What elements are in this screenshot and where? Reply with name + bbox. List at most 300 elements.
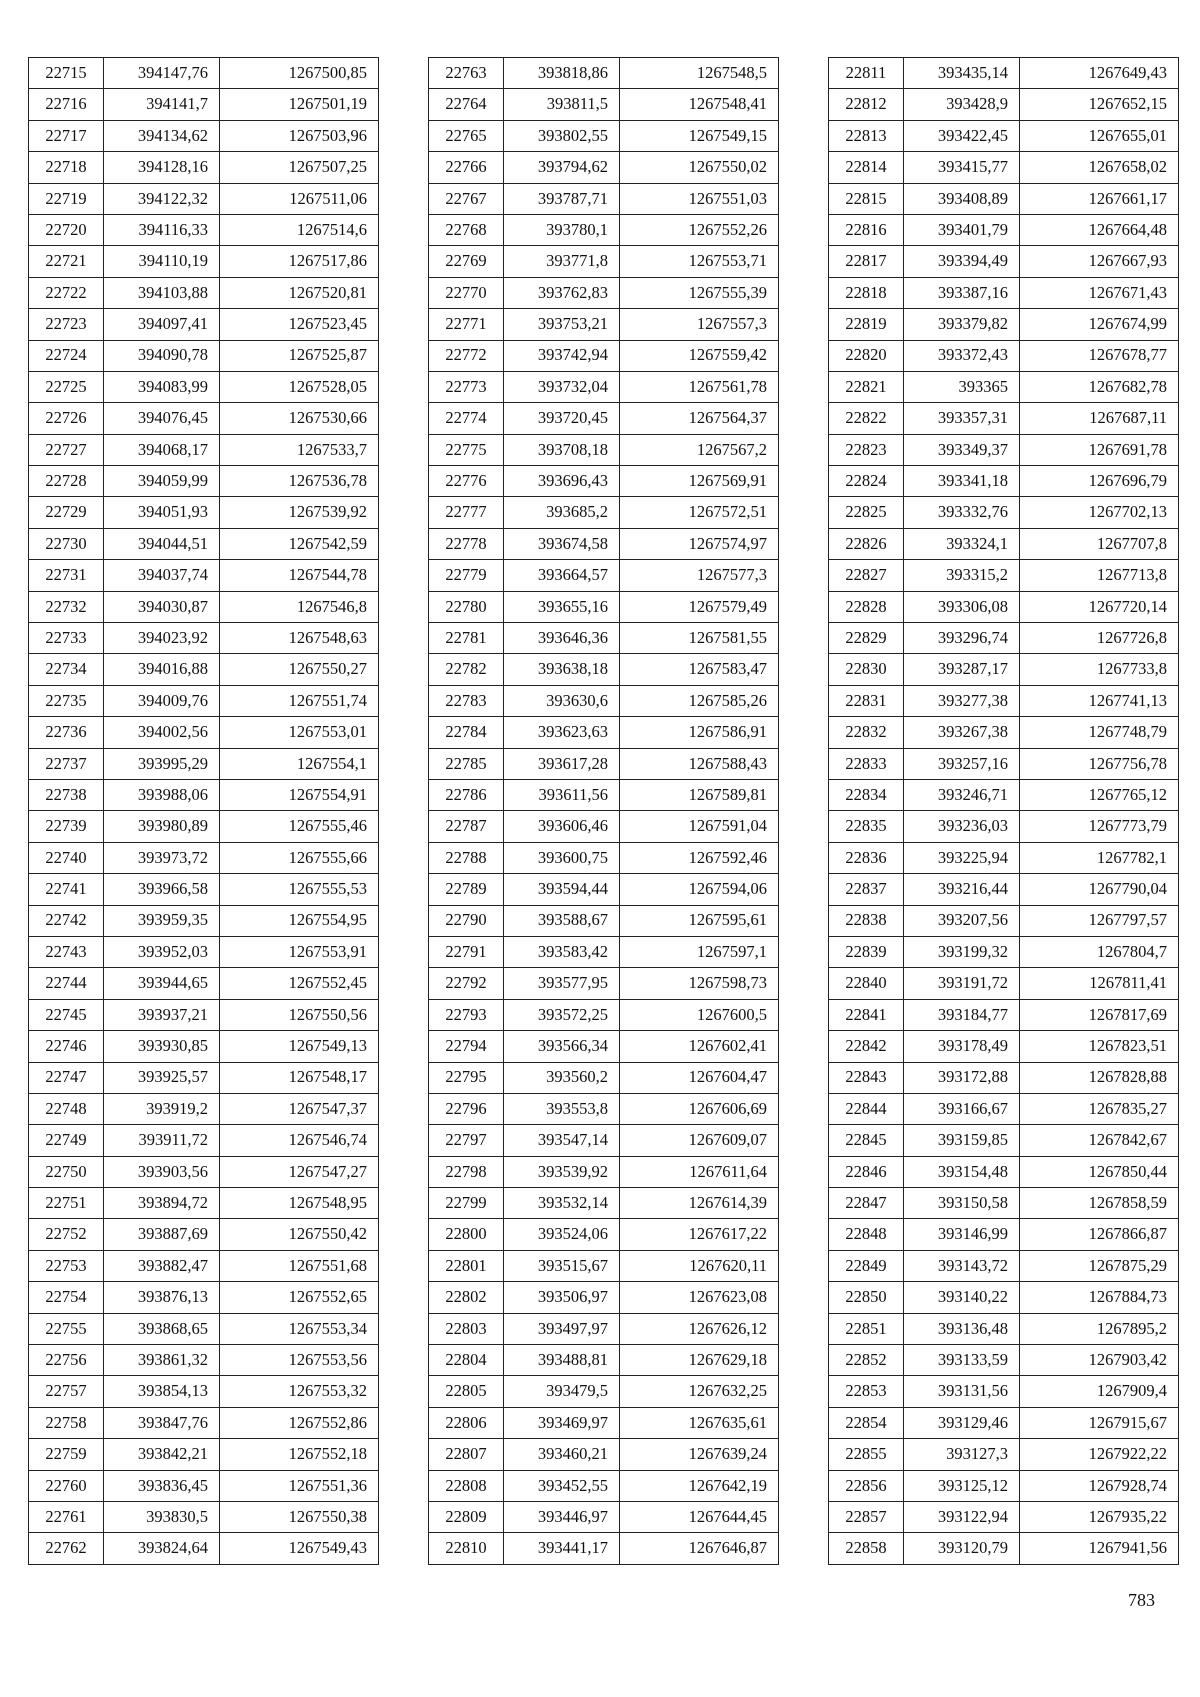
point-number-cell: 22786	[429, 779, 504, 810]
point-number-cell: 22756	[29, 1345, 104, 1376]
table-row	[829, 1376, 1179, 1407]
point-number-cell: 22732	[29, 591, 104, 622]
y-coordinate-cell: 1267667,93	[1020, 246, 1179, 277]
point-number-cell: 22729	[29, 497, 104, 528]
x-coordinate-cell: 393387,16	[904, 277, 1020, 308]
y-coordinate-cell: 1267850,44	[1020, 1156, 1179, 1187]
y-coordinate-cell: 1267569,91	[620, 466, 779, 497]
point-number-cell: 22854	[829, 1407, 904, 1438]
table-row	[429, 654, 779, 685]
point-number-cell: 22727	[29, 434, 104, 465]
point-number-cell: 22858	[829, 1533, 904, 1564]
table-row	[829, 152, 1179, 183]
table-row	[829, 371, 1179, 402]
point-number-cell: 22790	[429, 905, 504, 936]
x-coordinate-cell: 393959,35	[104, 905, 220, 936]
point-number-cell: 22723	[29, 309, 104, 340]
x-coordinate-cell: 394090,78	[104, 340, 220, 371]
table-row	[29, 1470, 379, 1501]
point-number-cell: 22837	[829, 874, 904, 905]
x-coordinate-cell: 393408,89	[904, 183, 1020, 214]
y-coordinate-cell: 1267623,08	[620, 1282, 779, 1313]
y-coordinate-cell: 1267552,45	[220, 968, 379, 999]
y-coordinate-cell: 1267581,55	[620, 623, 779, 654]
y-coordinate-cell: 1267691,78	[1020, 434, 1179, 465]
point-number-cell: 22801	[429, 1250, 504, 1281]
y-coordinate-cell: 1267817,69	[1020, 999, 1179, 1030]
table-row	[29, 1250, 379, 1281]
point-number-cell: 22739	[29, 811, 104, 842]
table-row	[429, 685, 779, 716]
y-coordinate-cell: 1267661,17	[1020, 183, 1179, 214]
table-row	[29, 466, 379, 497]
point-number-cell: 22746	[29, 1031, 104, 1062]
x-coordinate-cell: 393732,04	[504, 371, 620, 402]
y-coordinate-cell: 1267555,39	[620, 277, 779, 308]
coordinate-table-1	[28, 57, 379, 1565]
x-coordinate-cell: 393824,64	[104, 1533, 220, 1564]
table-row	[829, 842, 1179, 873]
y-coordinate-cell: 1267655,01	[1020, 120, 1179, 151]
table-row	[29, 623, 379, 654]
table-row	[429, 1376, 779, 1407]
table-row	[29, 779, 379, 810]
y-coordinate-cell: 1267928,74	[1020, 1470, 1179, 1501]
table-row	[29, 120, 379, 151]
y-coordinate-cell: 1267598,73	[620, 968, 779, 999]
x-coordinate-cell: 393887,69	[104, 1219, 220, 1250]
x-coordinate-cell: 393623,63	[504, 717, 620, 748]
x-coordinate-cell: 394134,62	[104, 120, 220, 151]
y-coordinate-cell: 1267600,5	[620, 999, 779, 1030]
x-coordinate-cell: 393131,56	[904, 1376, 1020, 1407]
table-row	[829, 183, 1179, 214]
table-row	[29, 277, 379, 308]
x-coordinate-cell: 393129,46	[904, 1407, 1020, 1438]
table-row	[429, 748, 779, 779]
table-row	[29, 811, 379, 842]
y-coordinate-cell: 1267790,04	[1020, 874, 1179, 905]
table-row	[829, 779, 1179, 810]
table-row	[829, 309, 1179, 340]
y-coordinate-cell: 1267642,19	[620, 1470, 779, 1501]
point-number-cell: 22747	[29, 1062, 104, 1093]
point-number-cell: 22835	[829, 811, 904, 842]
y-coordinate-cell: 1267674,99	[1020, 309, 1179, 340]
y-coordinate-cell: 1267552,18	[220, 1439, 379, 1470]
x-coordinate-cell: 394110,19	[104, 246, 220, 277]
table-row	[429, 183, 779, 214]
point-number-cell: 22771	[429, 309, 504, 340]
table-row	[429, 466, 779, 497]
table-row	[429, 717, 779, 748]
table-row	[829, 591, 1179, 622]
x-coordinate-cell: 393995,29	[104, 748, 220, 779]
table-row	[829, 120, 1179, 151]
point-number-cell: 22808	[429, 1470, 504, 1501]
table-row	[829, 623, 1179, 654]
x-coordinate-cell: 393357,31	[904, 403, 1020, 434]
table-row	[829, 874, 1179, 905]
x-coordinate-cell: 393539,92	[504, 1156, 620, 1187]
y-coordinate-cell: 1267682,78	[1020, 371, 1179, 402]
y-coordinate-cell: 1267550,56	[220, 999, 379, 1030]
x-coordinate-cell: 394128,16	[104, 152, 220, 183]
x-coordinate-cell: 393394,49	[904, 246, 1020, 277]
point-number-cell: 22823	[829, 434, 904, 465]
point-number-cell: 22724	[29, 340, 104, 371]
y-coordinate-cell: 1267547,27	[220, 1156, 379, 1187]
y-coordinate-cell: 1267554,91	[220, 779, 379, 810]
y-coordinate-cell: 1267606,69	[620, 1093, 779, 1124]
point-number-cell: 22721	[29, 246, 104, 277]
y-coordinate-cell: 1267548,95	[220, 1188, 379, 1219]
x-coordinate-cell: 393966,58	[104, 874, 220, 905]
x-coordinate-cell: 393287,17	[904, 654, 1020, 685]
y-coordinate-cell: 1267530,66	[220, 403, 379, 434]
table-row	[29, 1501, 379, 1532]
y-coordinate-cell: 1267875,29	[1020, 1250, 1179, 1281]
y-coordinate-cell: 1267671,43	[1020, 277, 1179, 308]
point-number-cell: 22806	[429, 1407, 504, 1438]
x-coordinate-cell: 393422,45	[904, 120, 1020, 151]
x-coordinate-cell: 393441,17	[504, 1533, 620, 1564]
x-coordinate-cell: 394051,93	[104, 497, 220, 528]
point-number-cell: 22728	[29, 466, 104, 497]
table-row	[829, 434, 1179, 465]
x-coordinate-cell: 393166,67	[904, 1093, 1020, 1124]
x-coordinate-cell: 394044,51	[104, 528, 220, 559]
y-coordinate-cell: 1267604,47	[620, 1062, 779, 1093]
x-coordinate-cell: 393988,06	[104, 779, 220, 810]
y-coordinate-cell: 1267649,43	[1020, 58, 1179, 89]
x-coordinate-cell: 393127,3	[904, 1439, 1020, 1470]
y-coordinate-cell: 1267797,57	[1020, 905, 1179, 936]
y-coordinate-cell: 1267546,74	[220, 1125, 379, 1156]
point-number-cell: 22785	[429, 748, 504, 779]
x-coordinate-cell: 393120,79	[904, 1533, 1020, 1564]
x-coordinate-cell: 393122,94	[904, 1501, 1020, 1532]
point-number-cell: 22807	[429, 1439, 504, 1470]
table-row	[429, 58, 779, 89]
point-number-cell: 22843	[829, 1062, 904, 1093]
table-row	[429, 434, 779, 465]
table-row	[29, 999, 379, 1030]
y-coordinate-cell: 1267804,7	[1020, 936, 1179, 967]
y-coordinate-cell: 1267614,39	[620, 1188, 779, 1219]
y-coordinate-cell: 1267635,61	[620, 1407, 779, 1438]
x-coordinate-cell: 393488,81	[504, 1345, 620, 1376]
y-coordinate-cell: 1267554,1	[220, 748, 379, 779]
x-coordinate-cell: 393479,5	[504, 1376, 620, 1407]
x-coordinate-cell: 393136,48	[904, 1313, 1020, 1344]
y-coordinate-cell: 1267629,18	[620, 1345, 779, 1376]
x-coordinate-cell: 393150,58	[904, 1188, 1020, 1219]
x-coordinate-cell: 393435,14	[904, 58, 1020, 89]
table-row	[429, 89, 779, 120]
y-coordinate-cell: 1267782,1	[1020, 842, 1179, 873]
table-row	[29, 1376, 379, 1407]
x-coordinate-cell: 393277,38	[904, 685, 1020, 716]
table-row	[829, 1313, 1179, 1344]
x-coordinate-cell: 393236,03	[904, 811, 1020, 842]
point-number-cell: 22759	[29, 1439, 104, 1470]
point-number-cell: 22775	[429, 434, 504, 465]
point-number-cell: 22812	[829, 89, 904, 120]
x-coordinate-cell: 393606,46	[504, 811, 620, 842]
x-coordinate-cell: 393937,21	[104, 999, 220, 1030]
x-coordinate-cell: 393771,8	[504, 246, 620, 277]
x-coordinate-cell: 394076,45	[104, 403, 220, 434]
x-coordinate-cell: 393762,83	[504, 277, 620, 308]
y-coordinate-cell: 1267544,78	[220, 560, 379, 591]
table-row	[429, 371, 779, 402]
table-row	[429, 246, 779, 277]
y-coordinate-cell: 1267559,42	[620, 340, 779, 371]
y-coordinate-cell: 1267548,5	[620, 58, 779, 89]
table-row	[829, 1093, 1179, 1124]
y-coordinate-cell: 1267551,03	[620, 183, 779, 214]
table-row	[29, 1313, 379, 1344]
x-coordinate-cell: 393428,9	[904, 89, 1020, 120]
point-number-cell: 22743	[29, 936, 104, 967]
coordinate-table-3	[828, 57, 1179, 1565]
point-number-cell: 22719	[29, 183, 104, 214]
table-row	[829, 497, 1179, 528]
point-number-cell: 22751	[29, 1188, 104, 1219]
point-number-cell: 22725	[29, 371, 104, 402]
point-number-cell: 22804	[429, 1345, 504, 1376]
point-number-cell: 22850	[829, 1282, 904, 1313]
x-coordinate-cell: 393372,43	[904, 340, 1020, 371]
x-coordinate-cell: 393172,88	[904, 1062, 1020, 1093]
y-coordinate-cell: 1267903,42	[1020, 1345, 1179, 1376]
point-number-cell: 22752	[29, 1219, 104, 1250]
y-coordinate-cell: 1267591,04	[620, 811, 779, 842]
y-coordinate-cell: 1267567,2	[620, 434, 779, 465]
table-row	[29, 874, 379, 905]
x-coordinate-cell: 393894,72	[104, 1188, 220, 1219]
y-coordinate-cell: 1267574,97	[620, 528, 779, 559]
x-coordinate-cell: 393794,62	[504, 152, 620, 183]
point-number-cell: 22716	[29, 89, 104, 120]
y-coordinate-cell: 1267528,05	[220, 371, 379, 402]
y-coordinate-cell: 1267835,27	[1020, 1093, 1179, 1124]
point-number-cell: 22730	[29, 528, 104, 559]
y-coordinate-cell: 1267501,19	[220, 89, 379, 120]
y-coordinate-cell: 1267915,67	[1020, 1407, 1179, 1438]
x-coordinate-cell: 393178,49	[904, 1031, 1020, 1062]
x-coordinate-cell: 393611,56	[504, 779, 620, 810]
point-number-cell: 22800	[429, 1219, 504, 1250]
table-row	[829, 1282, 1179, 1313]
x-coordinate-cell: 393638,18	[504, 654, 620, 685]
x-coordinate-cell: 393446,97	[504, 1501, 620, 1532]
y-coordinate-cell: 1267533,7	[220, 434, 379, 465]
y-coordinate-cell: 1267828,88	[1020, 1062, 1179, 1093]
y-coordinate-cell: 1267555,66	[220, 842, 379, 873]
x-coordinate-cell: 393460,21	[504, 1439, 620, 1470]
table-row	[29, 58, 379, 89]
y-coordinate-cell: 1267548,17	[220, 1062, 379, 1093]
y-coordinate-cell: 1267909,4	[1020, 1376, 1179, 1407]
x-coordinate-cell: 393861,32	[104, 1345, 220, 1376]
point-number-cell: 22744	[29, 968, 104, 999]
y-coordinate-cell: 1267652,15	[1020, 89, 1179, 120]
x-coordinate-cell: 394116,33	[104, 214, 220, 245]
x-coordinate-cell: 393207,56	[904, 905, 1020, 936]
x-coordinate-cell: 393267,38	[904, 717, 1020, 748]
point-number-cell: 22734	[29, 654, 104, 685]
x-coordinate-cell: 393836,45	[104, 1470, 220, 1501]
point-number-cell: 22772	[429, 340, 504, 371]
y-coordinate-cell: 1267553,56	[220, 1345, 379, 1376]
x-coordinate-cell: 393617,28	[504, 748, 620, 779]
point-number-cell: 22857	[829, 1501, 904, 1532]
point-number-cell: 22821	[829, 371, 904, 402]
x-coordinate-cell: 393802,55	[504, 120, 620, 151]
x-coordinate-cell: 393577,95	[504, 968, 620, 999]
table-row	[429, 842, 779, 873]
x-coordinate-cell: 393216,44	[904, 874, 1020, 905]
x-coordinate-cell: 393708,18	[504, 434, 620, 465]
y-coordinate-cell: 1267511,06	[220, 183, 379, 214]
y-coordinate-cell: 1267539,92	[220, 497, 379, 528]
table-row	[429, 936, 779, 967]
x-coordinate-cell: 393655,16	[504, 591, 620, 622]
x-coordinate-cell: 393553,8	[504, 1093, 620, 1124]
y-coordinate-cell: 1267664,48	[1020, 214, 1179, 245]
table-row	[29, 1219, 379, 1250]
x-coordinate-cell: 393401,79	[904, 214, 1020, 245]
point-number-cell: 22832	[829, 717, 904, 748]
table-row	[829, 936, 1179, 967]
x-coordinate-cell: 394037,74	[104, 560, 220, 591]
y-coordinate-cell: 1267687,11	[1020, 403, 1179, 434]
y-coordinate-cell: 1267550,27	[220, 654, 379, 685]
y-coordinate-cell: 1267549,43	[220, 1533, 379, 1564]
y-coordinate-cell: 1267577,3	[620, 560, 779, 591]
y-coordinate-cell: 1267884,73	[1020, 1282, 1179, 1313]
y-coordinate-cell: 1267756,78	[1020, 748, 1179, 779]
table-row	[829, 1250, 1179, 1281]
x-coordinate-cell: 394083,99	[104, 371, 220, 402]
table-row	[429, 403, 779, 434]
table-row	[829, 403, 1179, 434]
y-coordinate-cell: 1267551,74	[220, 685, 379, 716]
y-coordinate-cell: 1267842,67	[1020, 1125, 1179, 1156]
x-coordinate-cell: 393184,77	[904, 999, 1020, 1030]
y-coordinate-cell: 1267552,86	[220, 1407, 379, 1438]
table-row	[29, 717, 379, 748]
y-coordinate-cell: 1267547,37	[220, 1093, 379, 1124]
table-row	[29, 246, 379, 277]
table-row	[29, 403, 379, 434]
y-coordinate-cell: 1267592,46	[620, 842, 779, 873]
y-coordinate-cell: 1267500,85	[220, 58, 379, 89]
point-number-cell: 22851	[829, 1313, 904, 1344]
table-row	[829, 968, 1179, 999]
point-number-cell: 22813	[829, 120, 904, 151]
point-number-cell: 22757	[29, 1376, 104, 1407]
x-coordinate-cell: 393532,14	[504, 1188, 620, 1219]
point-number-cell: 22769	[429, 246, 504, 277]
point-number-cell: 22793	[429, 999, 504, 1030]
table-row	[29, 685, 379, 716]
x-coordinate-cell: 393600,75	[504, 842, 620, 873]
point-number-cell: 22738	[29, 779, 104, 810]
point-number-cell: 22754	[29, 1282, 104, 1313]
y-coordinate-cell: 1267609,07	[620, 1125, 779, 1156]
y-coordinate-cell: 1267611,64	[620, 1156, 779, 1187]
table-row	[29, 1439, 379, 1470]
point-number-cell: 22846	[829, 1156, 904, 1187]
point-number-cell: 22818	[829, 277, 904, 308]
table-row	[429, 277, 779, 308]
x-coordinate-cell: 393742,94	[504, 340, 620, 371]
point-number-cell: 22736	[29, 717, 104, 748]
table-row	[429, 1188, 779, 1219]
point-number-cell: 22826	[829, 528, 904, 559]
y-coordinate-cell: 1267858,59	[1020, 1188, 1179, 1219]
point-number-cell: 22849	[829, 1250, 904, 1281]
table-row	[429, 1156, 779, 1187]
y-coordinate-cell: 1267554,95	[220, 905, 379, 936]
point-number-cell: 22840	[829, 968, 904, 999]
x-coordinate-cell: 393919,2	[104, 1093, 220, 1124]
y-coordinate-cell: 1267517,86	[220, 246, 379, 277]
point-number-cell: 22745	[29, 999, 104, 1030]
table-row	[29, 1062, 379, 1093]
point-number-cell: 22809	[429, 1501, 504, 1532]
y-coordinate-cell: 1267707,8	[1020, 528, 1179, 559]
point-number-cell: 22763	[429, 58, 504, 89]
x-coordinate-cell: 393753,21	[504, 309, 620, 340]
point-number-cell: 22799	[429, 1188, 504, 1219]
y-coordinate-cell: 1267586,91	[620, 717, 779, 748]
y-coordinate-cell: 1267549,13	[220, 1031, 379, 1062]
x-coordinate-cell: 393980,89	[104, 811, 220, 842]
y-coordinate-cell: 1267696,79	[1020, 466, 1179, 497]
y-coordinate-cell: 1267551,36	[220, 1470, 379, 1501]
x-coordinate-cell: 394103,88	[104, 277, 220, 308]
x-coordinate-cell: 393944,65	[104, 968, 220, 999]
x-coordinate-cell: 393547,14	[504, 1125, 620, 1156]
x-coordinate-cell: 393566,34	[504, 1031, 620, 1062]
x-coordinate-cell: 393341,18	[904, 466, 1020, 497]
y-coordinate-cell: 1267523,45	[220, 309, 379, 340]
y-coordinate-cell: 1267555,46	[220, 811, 379, 842]
table-row	[29, 1533, 379, 1564]
table-row	[429, 528, 779, 559]
table-row	[429, 497, 779, 528]
x-coordinate-cell: 393143,72	[904, 1250, 1020, 1281]
x-coordinate-cell: 393469,97	[504, 1407, 620, 1438]
point-number-cell: 22750	[29, 1156, 104, 1187]
x-coordinate-cell: 393332,76	[904, 497, 1020, 528]
table-row	[429, 1470, 779, 1501]
table-row	[29, 1407, 379, 1438]
table-row	[29, 748, 379, 779]
point-number-cell: 22795	[429, 1062, 504, 1093]
point-number-cell: 22811	[829, 58, 904, 89]
point-number-cell: 22797	[429, 1125, 504, 1156]
table-row	[429, 1219, 779, 1250]
x-coordinate-cell: 394030,87	[104, 591, 220, 622]
y-coordinate-cell: 1267585,26	[620, 685, 779, 716]
point-number-cell: 22839	[829, 936, 904, 967]
x-coordinate-cell: 393306,08	[904, 591, 1020, 622]
